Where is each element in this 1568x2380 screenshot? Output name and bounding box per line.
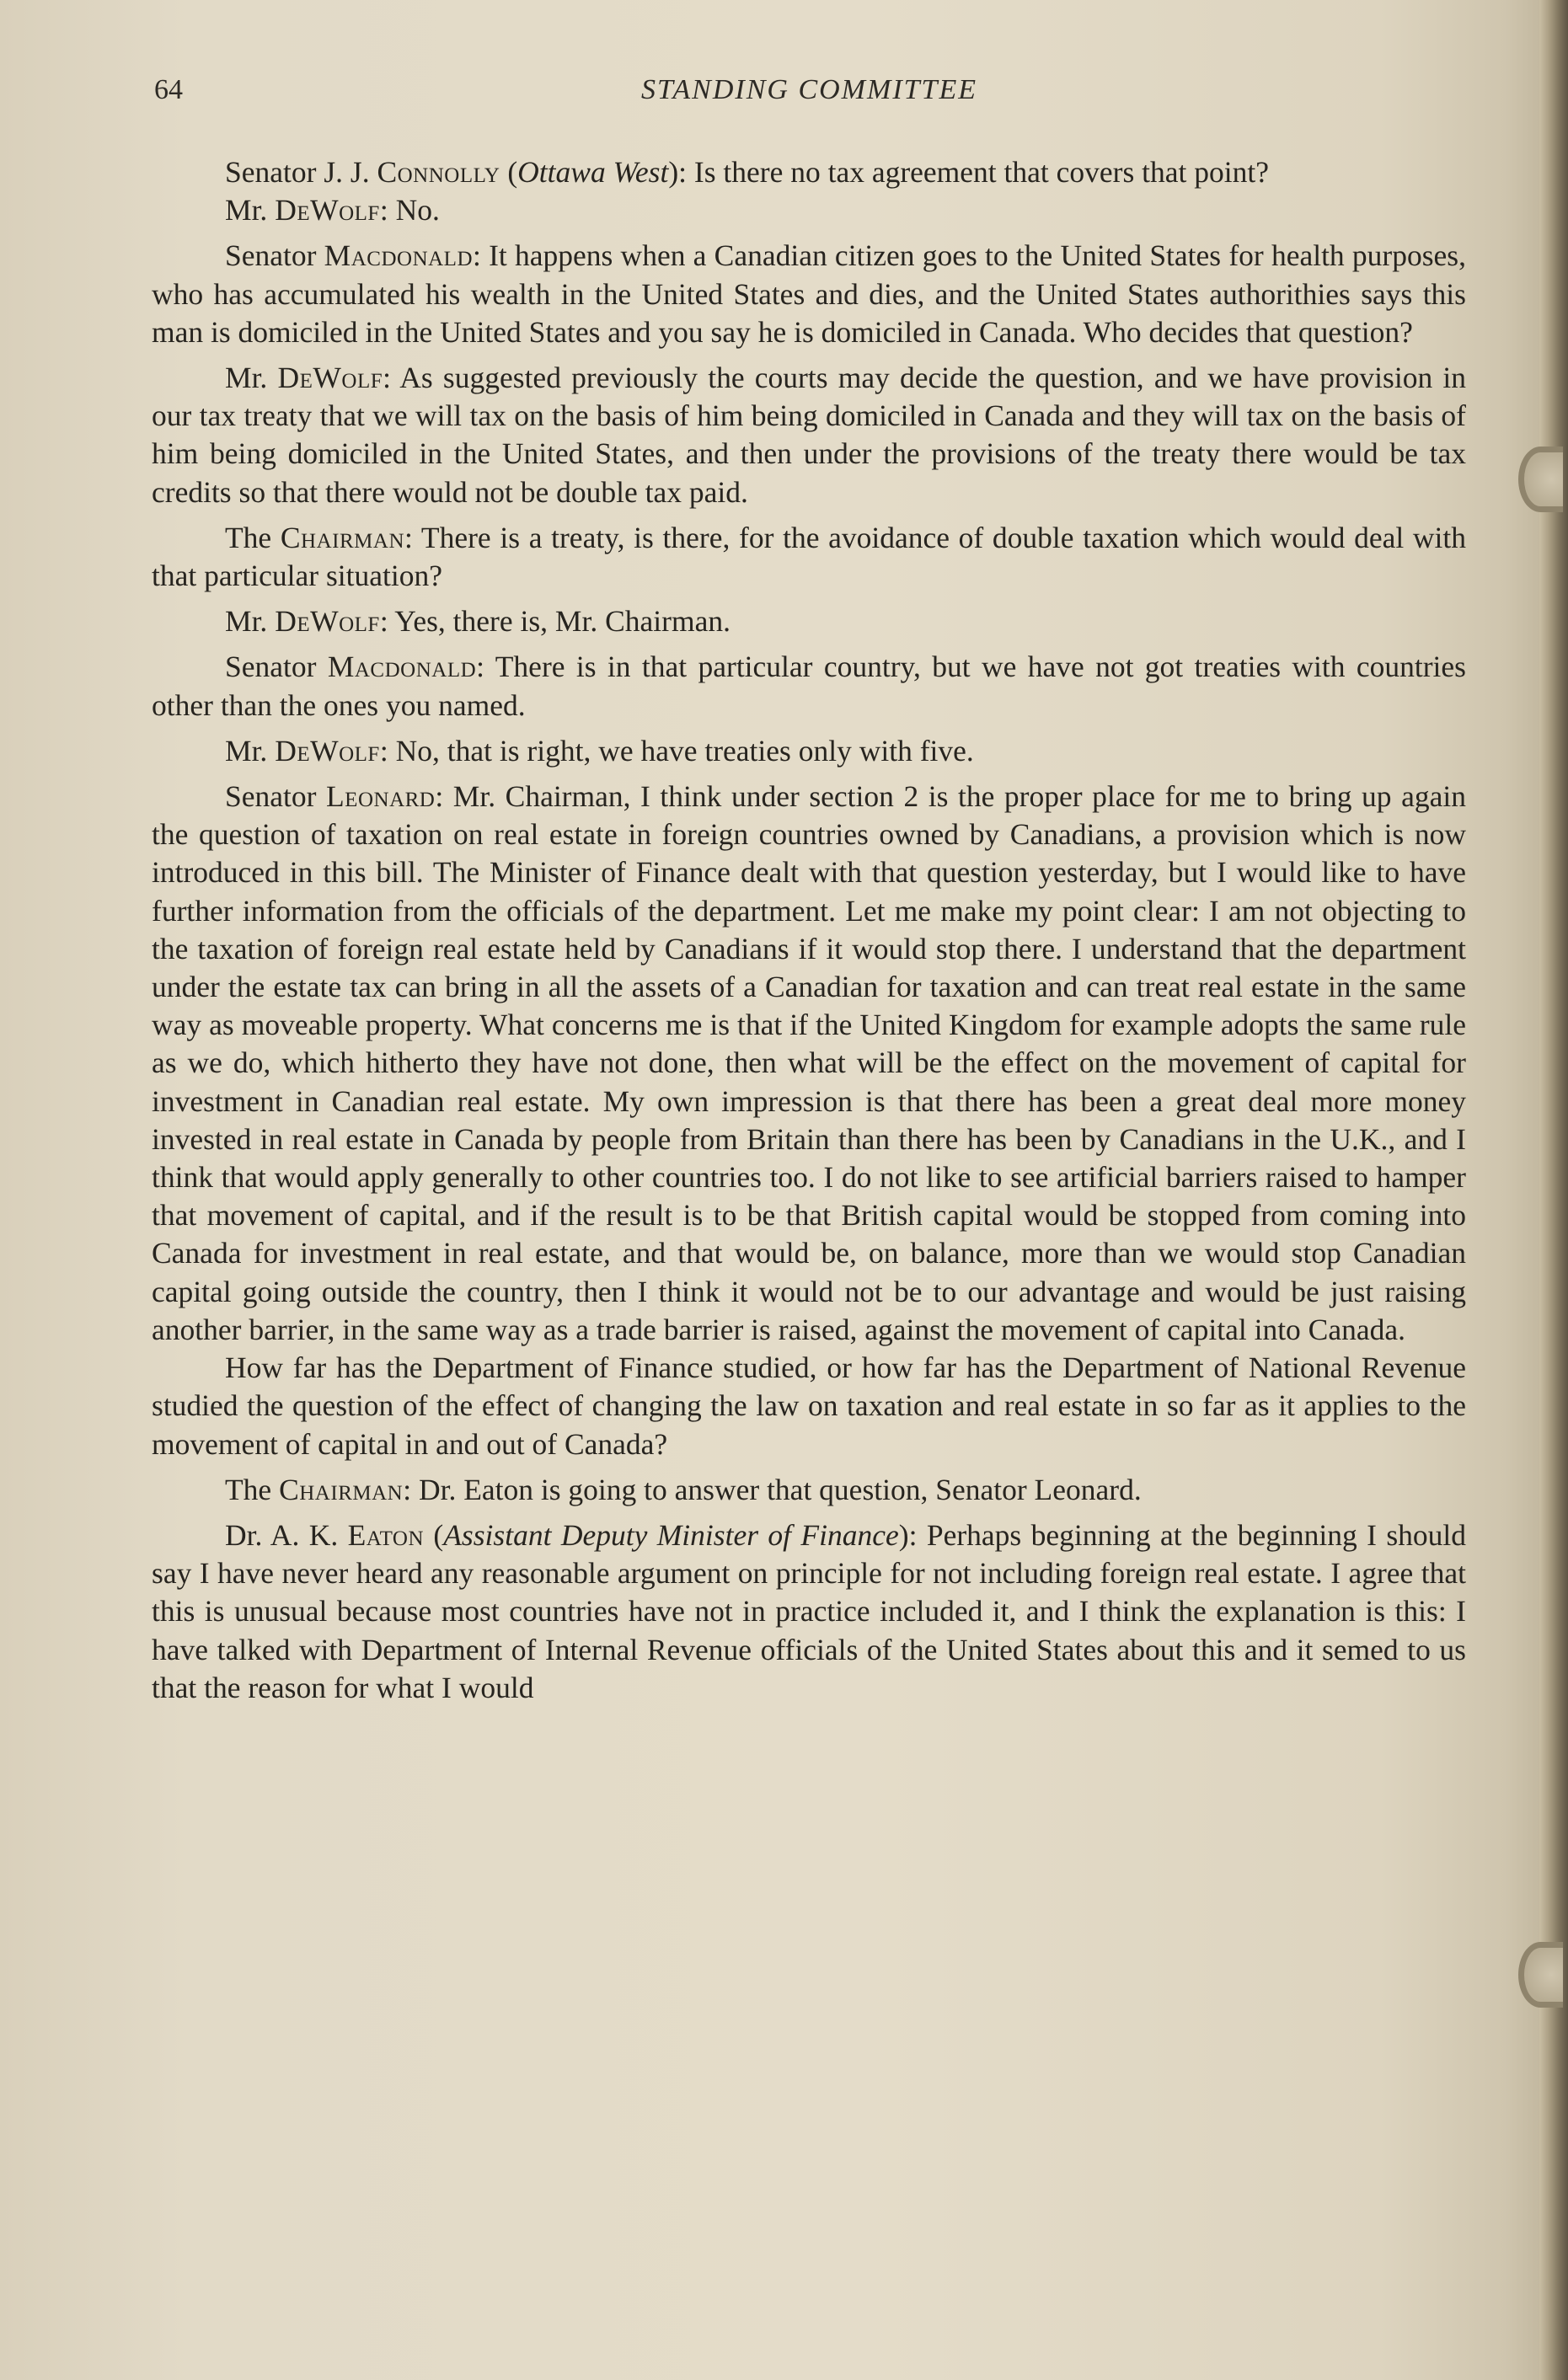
binder-ring-hole — [1518, 447, 1563, 512]
speaker-colon: : — [473, 238, 490, 273]
speaker-affiliation: Ottawa West — [517, 155, 669, 189]
speaker-name: Chairman — [279, 1472, 404, 1506]
speaker-prefix: Mr. — [225, 733, 276, 767]
speaker-prefix: Mr. — [225, 604, 276, 639]
speaker-name: DeWolf — [277, 361, 383, 395]
running-head: STANDING COMMITTEE — [641, 74, 977, 105]
paragraph-text: No, that is right, we have treaties only with five. — [395, 733, 974, 767]
paragraph-text: As suggested previously the courts may decide the question, and we have provision in our tax treaty that we will tax on the basis of him being domiciled in Canada and they will tax on the basis of him being domiciled in the United States, and then under the provisions of the treaty there would be tax credits so that there would not be double tax paid. — [152, 361, 1467, 509]
speaker-prefix: The — [225, 520, 281, 554]
paragraph — [152, 732, 1466, 770]
speaker-colon: : — [476, 650, 495, 684]
paragraph-text: Yes, there is, Mr. Chairman. — [394, 604, 730, 639]
speaker-prefix: Mr. — [225, 193, 276, 227]
speaker-prefix: Senator — [225, 779, 326, 814]
paragraph — [152, 778, 1466, 1349]
speaker-name: Connolly — [377, 155, 500, 189]
speaker-prefix: Senator — [225, 238, 324, 273]
paragraph — [152, 359, 1466, 511]
paragraph-text: No. — [395, 193, 440, 227]
binding-edge — [1539, 0, 1568, 2380]
paragraph — [152, 191, 1466, 229]
speaker-name: Macdonald — [324, 238, 474, 273]
transcript-body — [152, 153, 1466, 1714]
speaker-prefix: Dr. A. K. — [225, 1517, 348, 1552]
paragraph-text: Mr. Chairman, I think under section 2 is the proper place for me to bring up again the question of taxation on real estate in foreign countries owned by Canadians, a provision which is now introduced in this bill. The Minister of Finance dealt with that question yesterday, but I would like to have further information from the officials of the department. Let me make my point clear: I am not objecting to the taxation of foreign real estate held by Canadians if it would stop there. I understand that the department under the estate tax can bring in all the assets of a Canadian for taxation and can treat real estate in the same way as moveable property. What concerns me is that if the United Kingdom for example adopts the same rule as we do, which hitherto they have not done, then what will be the effect on the movement of capital for investment in Canadian real estate. My own impression is that there has been a great deal more money invested in real estate in Canada by people from Britain than there has been by Canadians in the U.K., and I think that would apply generally to other countries too. I do not like to see artificial barriers raised to hamper that movement of capital, and if the result is to be that British capital would be stopped from coming into Canada for investment in real estate, and that would be, on balance, more than we would stop Canadian capital going outside the country, then I think it would not be to our advantage and would be just raising another barrier, in the same way as a trade barrier is raised, against the movement of capital into Canada. — [152, 779, 1466, 1346]
speaker-colon: : — [404, 520, 421, 554]
speaker-name: DeWolf — [275, 604, 380, 639]
speaker-colon: : — [435, 779, 453, 814]
speaker-name: Leonard — [326, 779, 436, 814]
speaker-prefix: Senator J. J. — [225, 155, 377, 189]
paragraph-text: It happens when a Canadian citizen goes to the United States for health purposes, who has accumulated his wealth in the United States and dies, and the United States authorithies says this man is domiciled in the United States and you say he is domiciled in Canada. Who decides that question? — [152, 238, 1466, 349]
paragraph — [152, 237, 1466, 351]
paragraph-text: There is in that particular country, but we have not got treaties with countries other than the ones you named. — [152, 650, 1466, 722]
speaker-colon: : — [379, 733, 396, 767]
paragraph — [152, 1349, 1466, 1463]
paragraph — [152, 648, 1466, 724]
affiliation-open: ( — [500, 155, 518, 189]
paragraph — [152, 602, 1466, 640]
speaker-prefix: Senator — [225, 650, 328, 684]
affiliation-close: ): — [668, 155, 694, 189]
paragraph-text: Dr. Eaton is going to answer that question, Senator Leonard. — [418, 1472, 1142, 1506]
speaker-prefix: Mr. — [225, 361, 278, 395]
page-header — [154, 74, 1464, 116]
speaker-colon: : — [383, 361, 400, 395]
paragraph-text: Is there no tax agreement that covers that point? — [693, 155, 1270, 189]
binder-ring-hole — [1518, 1942, 1563, 2008]
paragraph — [152, 1471, 1466, 1509]
speaker-affiliation: Assistant Deputy Minister of Finance — [443, 1517, 899, 1552]
speaker-colon: : — [379, 604, 395, 639]
speaker-name: Eaton — [347, 1517, 425, 1552]
paragraph — [152, 1516, 1466, 1707]
paragraph-text: There is a treaty, is there, for the avoidance of double taxation which would deal with that particular situation? — [152, 520, 1466, 593]
speaker-name: DeWolf — [275, 733, 380, 767]
speaker-name: Macdonald — [327, 650, 477, 684]
speaker-name: Chairman — [280, 520, 404, 554]
affiliation-open: ( — [424, 1517, 444, 1552]
speaker-prefix: The — [225, 1472, 280, 1506]
speaker-colon: : — [379, 193, 396, 227]
paragraph-text: How far has the Department of Finance studied, or how far has the Department of National Revenue studied the question of the effect of changing the law on taxation and real estate in so far as it applies to the movement of capital in and out of Canada? — [152, 1350, 1466, 1461]
speaker-colon: : — [403, 1472, 419, 1506]
affiliation-close: ): — [898, 1517, 927, 1552]
page-number: 64 — [154, 74, 183, 105]
paragraph-text: Perhaps beginning at the beginning I should say I have never heard any reasonable argument on principle for not including foreign real estate. I agree that this is unusual because most countries have not in practice included it, and I think the explanation is this: I have talked with Department of Internal Revenue officials of the United States about this and it semed to us that the reason for what I would — [152, 1517, 1466, 1704]
paragraph — [152, 153, 1466, 191]
paragraph — [152, 519, 1466, 595]
speaker-name: DeWolf — [275, 193, 380, 227]
